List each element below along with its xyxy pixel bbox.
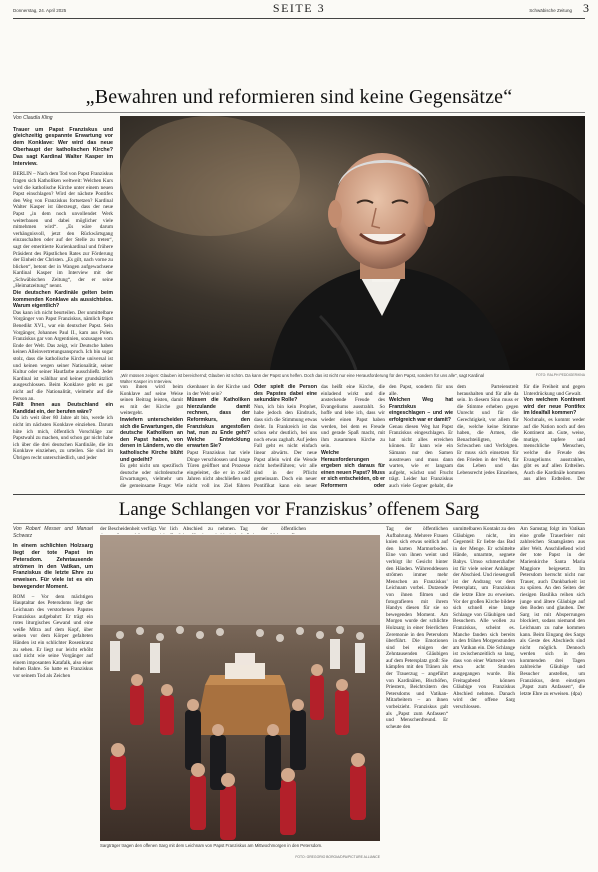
story1-question: Fällt Ihnen aus Deutschland ein Kandidat ein, der berufen wäre? [13,402,113,415]
story1-question: Von welchem Kontinent wird der neue Pontifex im Idealfall kommen? [523,397,585,417]
story1-photo-credit: FOTO: RALPH PEDDIGER/KNA [535,373,585,377]
coffin-procession-image [100,535,380,841]
page-number: 3 [583,1,589,15]
story2-column-4 [386,526,448,826]
story1-column-6 [389,384,453,488]
story1-answer: Papst Franziskus hat viele Dinge verschlossen und lange Türen geöffnet und Prozesse eingeleitet, die er in zwölf Jahren nicht abschließen und nicht voll ins Ziel führen [187,449,250,488]
story-divider-rule [13,494,585,495]
story1-body: von ihnen wird beim Konklave auf seine Weise seinen Beitrag leisten, damit es mit der Kirche gut weitergeht. [120,384,183,417]
story1-body: dem Parteienstreit heraushalten und für alle da sein. In diesem Sinn muss er die Stimme erheben gegen Unrecht und für die Gerechtigkeit, vor allem für die, welche keine Stimme haben, die Armen, die Benachteiligten, die Schwachen und Verfolgten. Er muss sich einsetzen für den Frieden in der Welt, für das Leben und das Lebensrecht jedes Einzelnen, für die Freiheit und gegen Unterdrückung und Gewalt. [457,384,585,476]
page-section-title: SEITE 3 [272,1,326,15]
story1-column-4 [254,384,317,488]
story1-column-7 [457,384,585,488]
story2-body: der Bescheidenheit verfügt. Vor [100,526,166,532]
story1-answer: Da ich weit über 80 Jahre alt bin, werde ich nicht im nächsten Konklave einziehen. Darum hüte ich mich, öffentlich Vorschläge zur Papstwahl zu machen, und schon gar nicht habe ich über die drei deutschen Kardinäle, die im Konklave einziehen, zu urteilen. Sie sind im Übrigen recht unterschiedlich, und jeder [13,415,113,461]
story2-body: lich Abschied zu nehmen. [170,526,236,532]
story1-headline: „Bewahren und reformieren sind keine Gegensätze“ [85,86,513,108]
story1-answer: Das kann ich nicht beurteilen. Der unmittelbare Vorgänger von Papst Franziskus, nämlich Papst Benedikt XVI., war ein deutscher Papst. Sein Vorgänger, Johannes Paul II., kam aus Polen. Franziskus gar von Argentinien, sozusagen vom Ende der Welt. Das zeigt, wir Deutsche haben keinen Alleinvertretungsanspruch. Ich bin sogar stolz, dass die katholische Kirche universal ist und keinen wegen seiner Nationalität, seiner Kultur oder seiner Hautfarbe ausschließt. Jeder Kardinal ist wählbar und keiner grundsätzlich ausgeschlossen. Beim Konklave geht es gar nicht auf die Nationalität, vielmehr auf die Person an. [13,309,113,402]
story1-body: ckenbauer in der Kirche und in der Welt sein? [187,384,250,397]
headline-rule [13,523,585,524]
story1-photo-caption: „Wir müssen zeigen: Glauben ist bereichernd; Glauben ist schön. Da kann der Papst uns helfen. Doch das ist nicht nur eine Herausforderung für den Papst, sondern für uns alle“, sagt Kardinal Walter Kasper im Interview. [120,373,485,384]
story1-question: Welche Herausforderungen ergeben sich daraus für einen neuen Papst? Muss er sich entscheiden, ob er Reformern oder [321,449,385,488]
story2-body: Am Samstag folgt im Vatikan eine große Trauerfeier mit zahlreichen Staatsgästen aus aller Welt. Anschließend wird der tote Papst in der Marienkirche Santa Maria Maggiore beigesetzt. Im Petersdom herrscht nicht nur Trauer, auch Dankbarkeit ist zu spüren. An den Seiten der riesigen Basilika reihen sich junge und ältere Gläubige auf den Boden und glauben. Der Sarg ist mit Absperrungen blockiert, sodass niemand den Leichnam zu nahe kommen kann. Beim Eingang des Sargs als Geste des Abschieds sind nicht möglich. Dennoch werden sich in den kommenden drei Tagen zahlreiche Gläubige und Besucher anstellen, um Franziskus, dem einstigen „Papst zum Anfassen“, die letzte Ehre zu erweisen. (dpa) [520,526,585,697]
story1-answer: Es geht nicht um spezifisch deutsche oder nichtdeutsche Erwartungen, vielmehr um die gemeinsame Frage: Wie [120,463,183,488]
story1-lead: Trauer um Papst Franziskus und gleichzeitig gespannte Erwartung vor dem Konklave: Wer wird das neue Oberhaupt der katholischen Kirche? Das sagt Kardinal Walter Kasper im Interview. [13,126,113,167]
story1-body: den Papst, sondern für uns alle. [389,384,453,397]
story1-column-2 [120,384,183,488]
story2-column-5 [453,526,515,826]
story1-question: Welchen Weg hat Franziskus eingeschlagen – und wie erfolgreich war er damit? [389,397,453,423]
header-date: Donnerstag, 24. April 2025 [13,8,67,13]
story1-body: BERLIN – Nach dem Tod von Papst Franziskus fragen sich Katholiken weltweit: Welchen Kurs wird die katholische Kirche unter einem neuen Papst einschlagen? Wird der nächste Pontifex den Weg von Franziskus fortsetzen? Kardinal Walter Kasper ist überzeugt, dass der neue Papst „in dem noch unvollendet Werk weiterbauen und dabei möglicher viele mitnehmen wird“. „Es wäre darum verhängnisvoll, jetzt den Rückwärtsgang einzuschalten oder auf der Stelle zu treten“, sagt der emeritierte Kurienkardinal und frühere Präsident des Päpstlichen Rates zur Förderung der Einheit der Christen. „Es gilt, nach vorne zu blicken“, betont der in Wangen aufgewachsene Kardinal Kasper im Interview mit der „Schwäbischen Zeitung“, der er seine „Heimatzeitung“ nennt. [13,171,113,290]
kasper-portrait-photo [120,116,585,370]
story1-column-5 [321,384,385,488]
headline-rule [13,112,585,113]
story2-body: Tag der öffentlichen [240,526,306,532]
story1-question: Die deutschen Kardinäle gelten beim kommenden Konklave als aussichtslos. Warum eigentlich? [13,290,113,310]
story2-byline: Von Robert Messer und Manuel Schwarz [13,526,93,539]
story2-column-1 [13,526,93,862]
story1-column-1 [13,115,113,488]
story1-answer: Nochmals, es kommt weder auf die Nation noch auf den Kontinent an. Gute, weise, mutige, tapfere und menschliche Menschen, welche die Freude des Evangeliums ausstrahlen, gibt es auf allen Erdteilen. Auch die Kardinäle kommen aus allen Erdteilen. Der [523,416,585,483]
story1-question: Müssen die Katholiken hierzulande damit rechnen, dass der Reformkurs, den Franziskus angestoßen hat, nun zu Ende geht? Welche Entwicklung erwarten Sie? [187,397,250,450]
story2-column-2 [100,526,166,534]
story2-column-6 [520,526,585,826]
coffin-procession-photo [100,535,380,841]
story1-question: Oder spielt die Person des Papstes dabei eine sekundäre Rolle? [254,384,317,404]
story2-body: Tag der öffentlichen Aufbahrung. Mehrere Frauen knien sich etwas seitlich auf den harten Marmorboden. Eine von ihnen weint und verbirgt ihr Gesicht hinter den Händen. Währenddessen strömen immer mehr Menschen an Franziskus’ Leichnam vorbei. Dutzende von ihnen filmen und fotografieren mit ihrem Handys diesen für sie so bewegenden Moment. Am Morgen wurde der schlichte Holzsarg in einer feierlichen Zeremonie in den Petersdom überführt. Die Emotionen sind bei einigen der Zehntausenden Gläubigen auf dem Petersplatz groß: Sie kämpfen mit den Tränen als der Trauerzug – angeführt von Kardinälen, Bischöfen, Priestern, Beichtvätern des Petersdoms und Vatikan-Mitarbeitern – an ihnen vorbeizieht. Franziskus galt als „Papst zum Anfassen“ und Menschenfreund. Er scheute den [386,526,448,730]
story2-photo-caption: Sargträger tragen den offenen Sarg mit dem Leichnam von Papst Franziskus am Mittwochmorgen in den Petersdom. [100,843,323,848]
story2-photo-credit: FOTO: GREGORIO BORGIA/DPA/PICTURE ALLIANCE [295,855,380,859]
story1-body: das heißt eine Kirche, die einladend wirkt und die ansteckende Freude des Evangeliums ausstrahlt. So hoffe und lebe ich, dass wir wieder einen Papst haben werden, bei dem es Freude und gerade Spaß macht, mit ihm zusammen Kirche zu sein. [321,384,385,450]
story2-lead: In einem schlichten Holzsarg liegt der tote Papst im Petersdom. Zehntausende strömen in den Vatikan, um Franziskus die letzte Ehre zu erweisen. Für viele ist es ein bewegender Moment. [13,543,93,590]
story2-column-3 [170,526,236,534]
header-rule [13,18,585,19]
story2-body: ROM – Vor dem mächtigen Hauptaltar des Petersdoms liegt der Leichnam des verstorbenen Papstes Franziskus aufgebahrt: Er trägt ein rotes liturgisches Gewand und eine weiße Mitra auf dem Kopf, über seinen vor dem Körper gefalteten Händen ist ein schlichter Rosenkranz zu sehen. Er liegt nur leicht erhöht und nicht wie seine Vorgänger auf einem imposanten Katafalk, also einer hohen Bahre. So hatte es Franziskus vor seinem Tod als Zeichen [13,593,93,679]
story1-column-3 [187,384,250,488]
story1-answer: Nun, ich bin kein Prophet, habe jedoch den Eindruck, dass sich die Stimmung etwas dreht. In Frankreich ist das schon sehr deutlich, bei uns noch etwas zaghaft. Auf jeden Fall geht es nicht einfach linear abwärts. Der neue Papst allein wird die Wende nicht herbeiführen; wir alle sind in der Pflicht gemeinsam. Doch ein neuer Pontifikat kann ein neuer [254,403,317,488]
story1-byline: Von Claudia Kling [13,115,53,121]
story2-headline: Lange Schlangen vor Franziskus’ offenem Sarg [118,499,480,520]
story1-question: Inwiefern unterscheiden sich die Erwartungen, die deutsche Katholiken an den Papst haben, von denen in Ländern, wo die katholische Kirche blüht und gedeiht? [120,416,183,463]
kasper-portrait-image [120,116,585,370]
story2-body: unmittelbaren Kontakt zu den Gläubigen nicht, im Gegenteil: Er liebte das Bad in der Menge. Er schüttelte Hände, umarmte, segnete Babys. Umso schmerzhafter ist für viele seiner Anhänger der Abschied. Und riesengroß ist der Andrang vor dem Petersplatz, um Franziskus die letzte Ehre zu erweisen. Vor der großen Kirche bildete sich schnell eine lange Schlange von Gläubigen und Besuchern. Alle wollen zu Franziskus, scheint es. Manche fanden sich bereits in den frühen Morgenstunden am Vatikan ein. Die Schlange ist zwischenzeitlich so lang, dass von einer Wartezeit von etwa acht Stunden ausgegangen wurde. Bis Freitagabend können Gläubige von Franziskus Abschied nehmen. Danach wird der offene Sarg verschlossen. [453,526,515,711]
story2-column-4a [240,526,306,534]
newspaper-name: Schwäbische Zeitung [529,8,572,13]
story1-answer: Genau diesen Weg hat Papst Franziskus eingeschlagen. Er hat nicht alles erreichen können. Er kann wie ein Sämann nur den Samen ausstreuen und muss dann warten, wie er langsam aufgeht, wächst und Frucht trägt. Leider hat Franziskus auch viele Gegner gehabt, die [389,423,453,488]
